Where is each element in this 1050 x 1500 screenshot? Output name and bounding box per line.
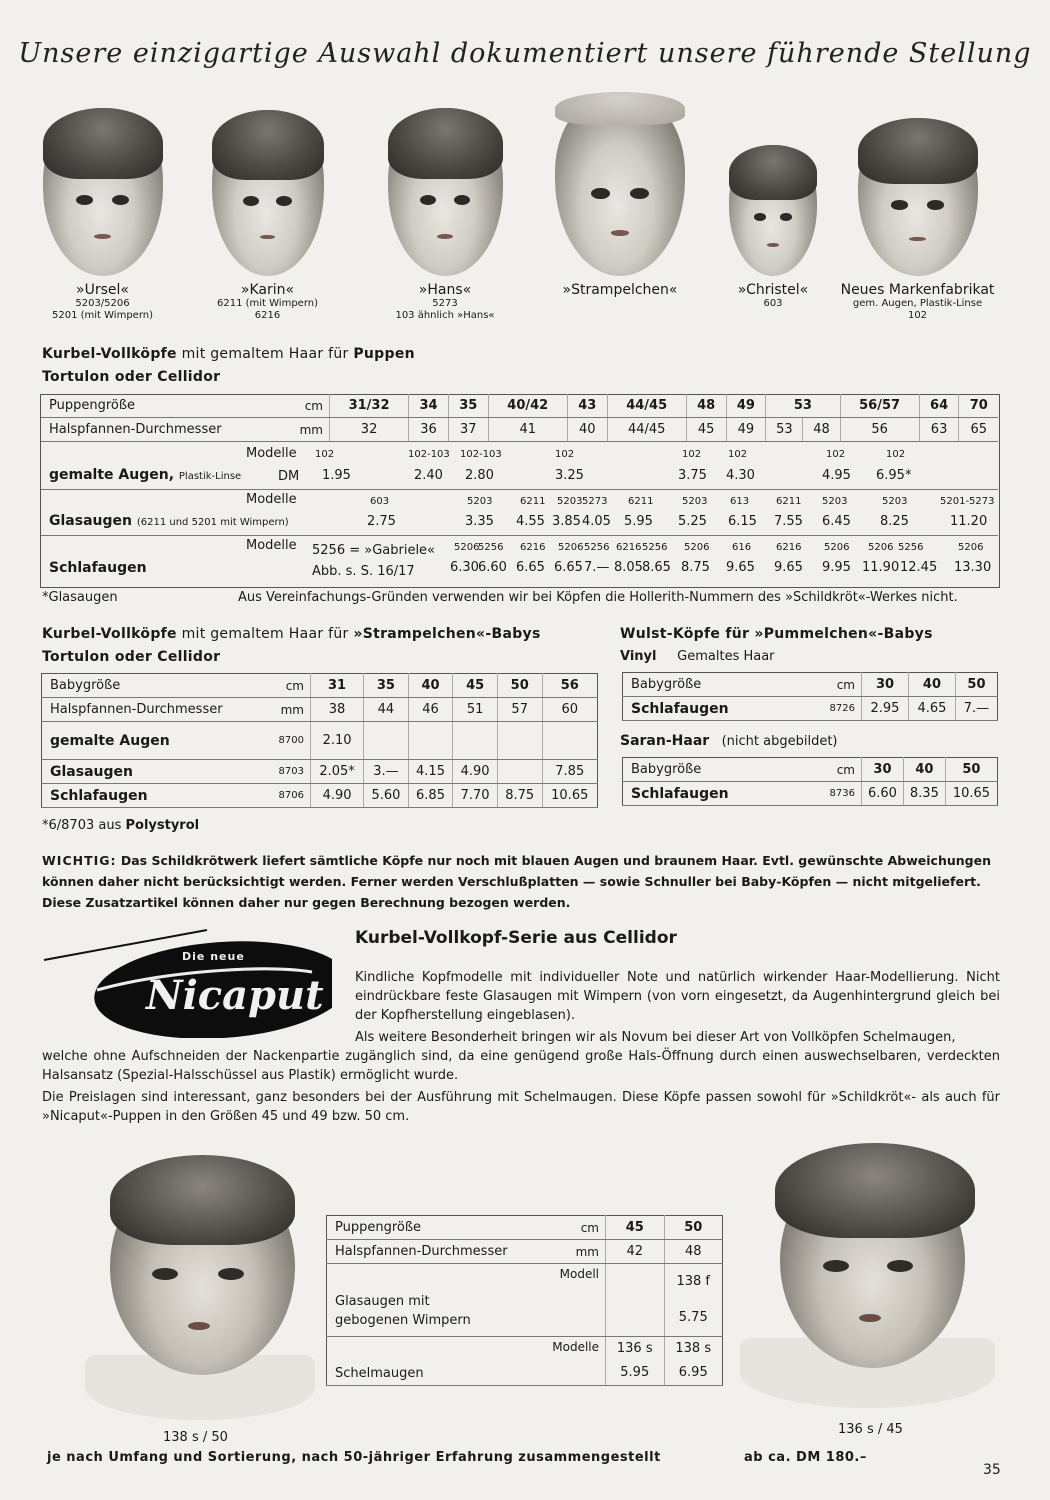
- size-cell: 64: [919, 394, 959, 418]
- price-cell: 7.55: [774, 514, 803, 529]
- model-cell: 5206: [684, 542, 710, 553]
- price-cell: 6.60: [862, 782, 904, 806]
- table3-saran: [622, 757, 998, 806]
- model-cell: 613: [730, 496, 750, 507]
- size-cell: 34: [409, 394, 449, 418]
- neck-cell: 48: [664, 1240, 723, 1264]
- model-cell: 5203: [467, 496, 493, 507]
- caption-left: 138 s / 50: [163, 1430, 228, 1445]
- price-cell: 12.45: [900, 560, 938, 575]
- head-models: 103 ähnlich »Hans«: [395, 310, 495, 321]
- row-label: Schlafaugen: [623, 697, 794, 721]
- model-cell: 5206: [824, 542, 850, 553]
- section2-subtitle: Tortulon oder Cellidor: [42, 649, 221, 665]
- price-cell: 6.60: [478, 560, 507, 575]
- price-cell: 5.60: [364, 784, 409, 808]
- size-cell: 40: [408, 674, 453, 698]
- glass-eyes-prices: [310, 492, 998, 534]
- nicaput-title: Kurbel-Vollkopf-Serie aus Cellidor: [355, 928, 677, 948]
- logo-brand: Nicaput: [146, 972, 324, 1019]
- price-cell: 7.—: [584, 560, 610, 575]
- model-cell: 5256: [642, 542, 668, 553]
- size-cell: 49: [726, 394, 766, 418]
- row-label: Babygröße: [42, 674, 253, 698]
- sleep-eyes-label: Schlafaugen: [49, 560, 147, 576]
- nicaput-paragraph: Als weitere Besonderheit bringen wir als Novum bei dieser Art von Vollköpfen Schelmaugen,: [355, 1030, 956, 1045]
- price-cell: 6.65: [554, 560, 583, 575]
- model-cell: 102-103: [408, 449, 450, 460]
- neck-cell: 53: [766, 418, 803, 442]
- sleep-eyes-modelle: Modelle: [246, 538, 297, 553]
- price-cell: 4.05: [582, 514, 611, 529]
- head-strampelchen: [545, 92, 695, 298]
- model-cell: 5256: [898, 542, 924, 553]
- table3-vinyl: [622, 672, 998, 721]
- size-cell: 43: [567, 394, 607, 418]
- table-row: [623, 673, 998, 697]
- row-label: Glasaugen mit gebogenen Wimpern: [327, 1264, 538, 1337]
- price-cell: 4.90: [311, 784, 364, 808]
- price-cell: 5.95: [624, 514, 653, 529]
- model-cell: 5206: [454, 542, 480, 553]
- price-cell: 9.65: [774, 560, 803, 575]
- footer-text: je nach Umfang und Sortierung, nach 50-jähriger Erfahrung zusammengestellt: [47, 1450, 661, 1465]
- row-code: 8703: [252, 760, 311, 784]
- row-unit: cm: [252, 674, 311, 698]
- price-cell: 10.65: [945, 782, 997, 806]
- row-label: Halspfannen-Durchmesser: [42, 698, 253, 722]
- row-unit: mm: [537, 1240, 606, 1264]
- size-cell: 70: [959, 394, 998, 418]
- price-cell: 2.05*: [311, 760, 364, 784]
- price-cell: 3.85: [552, 514, 581, 529]
- row-label: Glasaugen: [42, 760, 253, 784]
- logo-tagline: Die neue: [182, 950, 245, 963]
- neck-cell: 65: [959, 418, 998, 442]
- head-models: 6216: [254, 310, 281, 321]
- price-cell: 4.95: [822, 468, 851, 483]
- neck-cell: 56: [840, 418, 919, 442]
- size-cell: 45: [606, 1216, 665, 1240]
- price-cell: 136 s 5.95: [606, 1337, 665, 1386]
- divider: [41, 489, 998, 490]
- price-cell: [497, 760, 542, 784]
- footer-price: ab ca. DM 180.–: [744, 1450, 867, 1465]
- price-cell: [497, 722, 542, 760]
- row-unit: cm: [537, 1216, 606, 1240]
- neck-cell: 57: [497, 698, 542, 722]
- footnote-glasaugen: *Glasaugen: [42, 590, 118, 605]
- model-cell: 6211: [628, 496, 654, 507]
- model-cell: 102: [682, 449, 702, 460]
- price-cell: 8.65: [642, 560, 671, 575]
- price-cell: 8.75: [497, 784, 542, 808]
- size-cell: 45: [453, 674, 498, 698]
- size-cell: 50: [945, 758, 997, 782]
- model-cell: 5256: [478, 542, 504, 553]
- doll-head-image: [388, 108, 503, 276]
- sleep-eyes-prices: [450, 538, 998, 580]
- model-cell: 5201-5273: [940, 496, 995, 507]
- head-name: »Christel«: [737, 282, 809, 298]
- head-models: 5273: [432, 298, 458, 309]
- price-cell: 8.25: [880, 514, 909, 529]
- head-models: 102: [907, 310, 928, 321]
- row-code: 8700: [252, 722, 311, 760]
- price-cell: 4.30: [726, 468, 755, 483]
- size-cell: 44/45: [607, 394, 686, 418]
- row-label: Schlafaugen: [42, 784, 253, 808]
- size-cell: 48: [686, 394, 726, 418]
- model-cell: 6211: [776, 496, 802, 507]
- price-cell: [453, 722, 498, 760]
- nicaput-paragraph: Kindliche Kopfmodelle mit individueller Note und natürlich wirkender Haar-Modellierung. Nicht eindrückbare feste Glasaugen mit Wimpern (von vorn eingesetzt, da Augenhintergrund gleich bei der Kopfherstellung eingeblasen).: [355, 970, 1000, 1023]
- doll-head-image: [555, 92, 685, 276]
- price-cell: 4.15: [408, 760, 453, 784]
- size-cell: 31/32: [330, 394, 409, 418]
- row-unit: cm: [271, 394, 330, 418]
- table-row: [623, 697, 998, 721]
- price-cell: 3.75: [678, 468, 707, 483]
- neck-cell: 37: [448, 418, 488, 442]
- neck-cell: 63: [919, 418, 959, 442]
- doll-photo-left: [70, 1150, 330, 1425]
- price-cell: 2.95: [862, 697, 909, 721]
- doll-photo-right: [735, 1138, 1005, 1418]
- table-row: [327, 1337, 723, 1386]
- row-unit: mm: [271, 418, 330, 442]
- table1-size-rows: [41, 394, 998, 442]
- price-cell: 1.95: [322, 468, 351, 483]
- row-code: 8706: [252, 784, 311, 808]
- price-cell: 11.20: [950, 514, 988, 529]
- model-cell: 6211: [520, 496, 546, 507]
- model-cell: 102-103: [460, 449, 502, 460]
- head-models: 6211 (mit Wimpern): [216, 298, 318, 309]
- glass-eyes-modelle: Modelle: [246, 492, 297, 507]
- footnote-polystyrol: *6/8703 aus Polystyrol: [42, 818, 200, 833]
- table-row: [42, 760, 598, 784]
- price-cell: 6.45: [822, 514, 851, 529]
- nicaput-logo: [42, 928, 332, 1038]
- neck-cell: 60: [542, 698, 598, 722]
- page-number: 35: [983, 1462, 1001, 1478]
- price-cell: 4.90: [453, 760, 498, 784]
- row-label: Puppengröße: [41, 394, 271, 418]
- painted-eyes-modelle: Modelle: [246, 446, 297, 461]
- head-christel: [718, 145, 828, 310]
- price-cell: 7.85: [542, 760, 598, 784]
- nicaput-paragraph: welche ohne Aufschneiden der Nackenpartie zugänglich sind, da eine genügend große Hals-Öffnung durch einen auswechselbaren, verdeckten Halsansatz (Spezial-Halsschüssel aus Plastik) ermöglicht wurde.: [42, 1049, 1000, 1083]
- row-label: Halspfannen-Durchmesser: [327, 1240, 538, 1264]
- neck-cell: 51: [453, 698, 498, 722]
- section3-title: Wulst-Köpfe für »Pummelchen«-Babys: [620, 626, 933, 642]
- section2-title: Kurbel-Vollköpfe mit gemaltem Haar für »Strampelchen«-Babys: [42, 626, 541, 642]
- price-cell: 2.40: [414, 468, 443, 483]
- head-markenfabrikat: [830, 118, 1005, 322]
- price-cell: 138 s 6.95: [664, 1337, 723, 1386]
- model-cell: 5203: [822, 496, 848, 507]
- price-cell: 7.—: [955, 697, 997, 721]
- table-row: [623, 782, 998, 806]
- caption-right: 136 s / 45: [838, 1422, 903, 1437]
- price-cell: 5.25: [678, 514, 707, 529]
- nicaput-table: [326, 1215, 723, 1386]
- price-cell: 3.25: [555, 468, 584, 483]
- neck-cell: 44/45: [607, 418, 686, 442]
- price-cell: 4.55: [516, 514, 545, 529]
- price-cell: 138 f 5.75: [664, 1264, 723, 1337]
- size-cell: 50: [664, 1216, 723, 1240]
- head-models: 5203/5206: [75, 298, 130, 309]
- footnote-hollerith: Aus Vereinfachungs-Gründen verwenden wir bei Köpfen die Hollerith-Nummern des »Schildkröt«-Werkes nicht.: [238, 590, 958, 605]
- important-notice: WICHTIG: Das Schildkrötwerk liefert sämtliche Köpfe nur noch mit blauen Augen und braunem Haar. Evtl. gewünschte Abweichungen können daher nicht berücksichtigt werden. Ferner werden Verschlußplatten — sowie Schnuller bei Baby-Köpfen — nicht mitgeliefert. Diese Zusatzartikel können daher nur gegen Berechnung bezogen werden.: [42, 853, 991, 910]
- row-label: Babygröße: [623, 673, 794, 697]
- section1-title: Kurbel-Vollköpfe mit gemaltem Haar für Puppen: [42, 346, 415, 362]
- table-row: [327, 1216, 723, 1240]
- size-cell: 30: [862, 673, 909, 697]
- neck-cell: 42: [606, 1240, 665, 1264]
- model-cell: 102: [555, 449, 575, 460]
- table-row: [327, 1240, 723, 1264]
- section3-vinyl: Vinyl Gemaltes Haar: [620, 649, 775, 664]
- divider: [41, 535, 998, 536]
- price-cell: 2.10: [311, 722, 364, 760]
- model-cell: 5203: [882, 496, 908, 507]
- head-ursel: [30, 108, 175, 322]
- head-karin: [200, 110, 335, 322]
- model-cell: 5256: [584, 542, 610, 553]
- row-label: Halspfannen-Durchmesser: [41, 418, 271, 442]
- saran-title: Saran-Haar (nicht abgebildet): [620, 733, 838, 749]
- page-headline: Unsere einzigartige Auswahl dokumentiert unsere führende Stellung: [18, 38, 1032, 69]
- head-models: gem. Augen, Plastik-Linse: [852, 298, 983, 309]
- neck-cell: 49: [726, 418, 766, 442]
- row-code: 8726: [793, 697, 862, 721]
- price-cell: [408, 722, 453, 760]
- price-cell: 6.65: [516, 560, 545, 575]
- price-cell: 9.95: [822, 560, 851, 575]
- table2: [41, 673, 598, 808]
- glass-eyes-label: Glasaugen (6211 und 5201 mit Wimpern): [49, 513, 289, 529]
- size-cell: 31: [311, 674, 364, 698]
- row-label: Schlafaugen: [623, 782, 794, 806]
- doll-head-image: [858, 118, 978, 276]
- section1-subtitle: Tortulon oder Cellidor: [42, 369, 221, 385]
- price-cell: 3.—: [364, 760, 409, 784]
- model-cell: 616: [732, 542, 752, 553]
- model-cell: 5203: [682, 496, 708, 507]
- model-cell: 6216: [616, 542, 642, 553]
- head-hans: [375, 108, 515, 322]
- price-cell: [606, 1264, 665, 1337]
- price-cell: 8.75: [681, 560, 710, 575]
- neck-cell: 38: [311, 698, 364, 722]
- model-cell: 102: [826, 449, 846, 460]
- head-name: Neues Markenfabrikat: [840, 282, 995, 298]
- price-cell: 6.30: [450, 560, 479, 575]
- price-cell: 8.05: [614, 560, 643, 575]
- neck-cell: 45: [686, 418, 726, 442]
- size-cell: 40/42: [488, 394, 567, 418]
- row-unit: cm: [793, 673, 862, 697]
- price-cell: 6.15: [728, 514, 757, 529]
- table-row: [42, 722, 598, 760]
- row-label: gemalte Augen: [42, 722, 253, 760]
- head-models: 5201 (mit Wimpern): [51, 310, 153, 321]
- size-cell: 40: [908, 673, 955, 697]
- table-row: [623, 758, 998, 782]
- neck-cell: 32: [330, 418, 409, 442]
- price-cell: 4.65: [908, 697, 955, 721]
- model-cell: 5206: [558, 542, 584, 553]
- row-modell: Modelle: [537, 1337, 606, 1386]
- size-cell: 35: [364, 674, 409, 698]
- head-models: 603: [763, 298, 783, 309]
- head-name: »Karin«: [240, 282, 295, 298]
- price-cell: 2.80: [465, 468, 494, 483]
- model-cell: 5203: [557, 496, 583, 507]
- table-row: [42, 784, 598, 808]
- price-cell: 6.85: [408, 784, 453, 808]
- price-cell: [364, 722, 409, 760]
- head-name: »Strampelchen«: [562, 282, 678, 298]
- model-cell: 6216: [520, 542, 546, 553]
- neck-cell: 48: [803, 418, 840, 442]
- price-cell: 10.65: [542, 784, 598, 808]
- price-cell: 7.70: [453, 784, 498, 808]
- table-row: [41, 394, 998, 418]
- row-label: Babygröße: [623, 758, 794, 782]
- size-cell: 35: [448, 394, 488, 418]
- model-cell: 102: [315, 449, 335, 460]
- row-label: Schelmaugen: [327, 1337, 538, 1386]
- model-cell: 6216: [776, 542, 802, 553]
- model-cell: 5273: [582, 496, 608, 507]
- neck-cell: 44: [364, 698, 409, 722]
- price-cell: 11.90: [862, 560, 900, 575]
- price-cell: 3.35: [465, 514, 494, 529]
- model-cell: 102: [728, 449, 748, 460]
- model-cell: 603: [370, 496, 390, 507]
- size-cell: 50: [497, 674, 542, 698]
- head-name: »Ursel«: [76, 282, 129, 298]
- size-cell: 53: [766, 394, 840, 418]
- size-cell: 56/57: [840, 394, 919, 418]
- model-cell: 102: [886, 449, 906, 460]
- row-modell: Modell: [537, 1264, 606, 1337]
- head-name: »Hans«: [418, 282, 472, 298]
- gabriele-note: 5256 = »Gabriele« Abb. s. S. 16/17: [312, 543, 436, 579]
- size-cell: 30: [862, 758, 904, 782]
- neck-cell: 36: [409, 418, 449, 442]
- price-cell: 8.35: [903, 782, 945, 806]
- doll-head-image: [43, 108, 163, 276]
- table-row: [42, 698, 598, 722]
- painted-eyes-unit: DM: [278, 469, 300, 484]
- table-row: [42, 674, 598, 698]
- nicaput-paragraph: Die Preislagen sind interessant, ganz besonders bei der Ausführung mit Schelmaugen. Diese Köpfe passen sowohl für »Schildkröt«- als auch für »Nicaput«-Puppen in den Größen 45 und 49 bzw. 50 cm.: [42, 1090, 1000, 1124]
- painted-eyes-label: gemalte Augen, Plastik-Linse: [49, 467, 242, 483]
- size-cell: 50: [955, 673, 997, 697]
- price-cell: 2.75: [367, 514, 396, 529]
- doll-head-image: [729, 145, 817, 276]
- table-row: [41, 418, 998, 442]
- row-unit: mm: [252, 698, 311, 722]
- neck-cell: 46: [408, 698, 453, 722]
- row-label: Puppengröße: [327, 1216, 538, 1240]
- row-code: 8736: [793, 782, 862, 806]
- price-cell: 6.95*: [876, 468, 912, 483]
- table-row: [327, 1264, 723, 1337]
- size-cell: 40: [903, 758, 945, 782]
- model-cell: 5206: [958, 542, 984, 553]
- model-cell: 5206: [868, 542, 894, 553]
- price-cell: 13.30: [954, 560, 992, 575]
- row-unit: cm: [793, 758, 862, 782]
- neck-cell: 41: [488, 418, 567, 442]
- price-cell: 9.65: [726, 560, 755, 575]
- size-cell: 56: [542, 674, 598, 698]
- doll-head-image: [212, 110, 324, 276]
- price-cell: [542, 722, 598, 760]
- neck-cell: 40: [567, 418, 607, 442]
- painted-eyes-prices: [310, 446, 998, 488]
